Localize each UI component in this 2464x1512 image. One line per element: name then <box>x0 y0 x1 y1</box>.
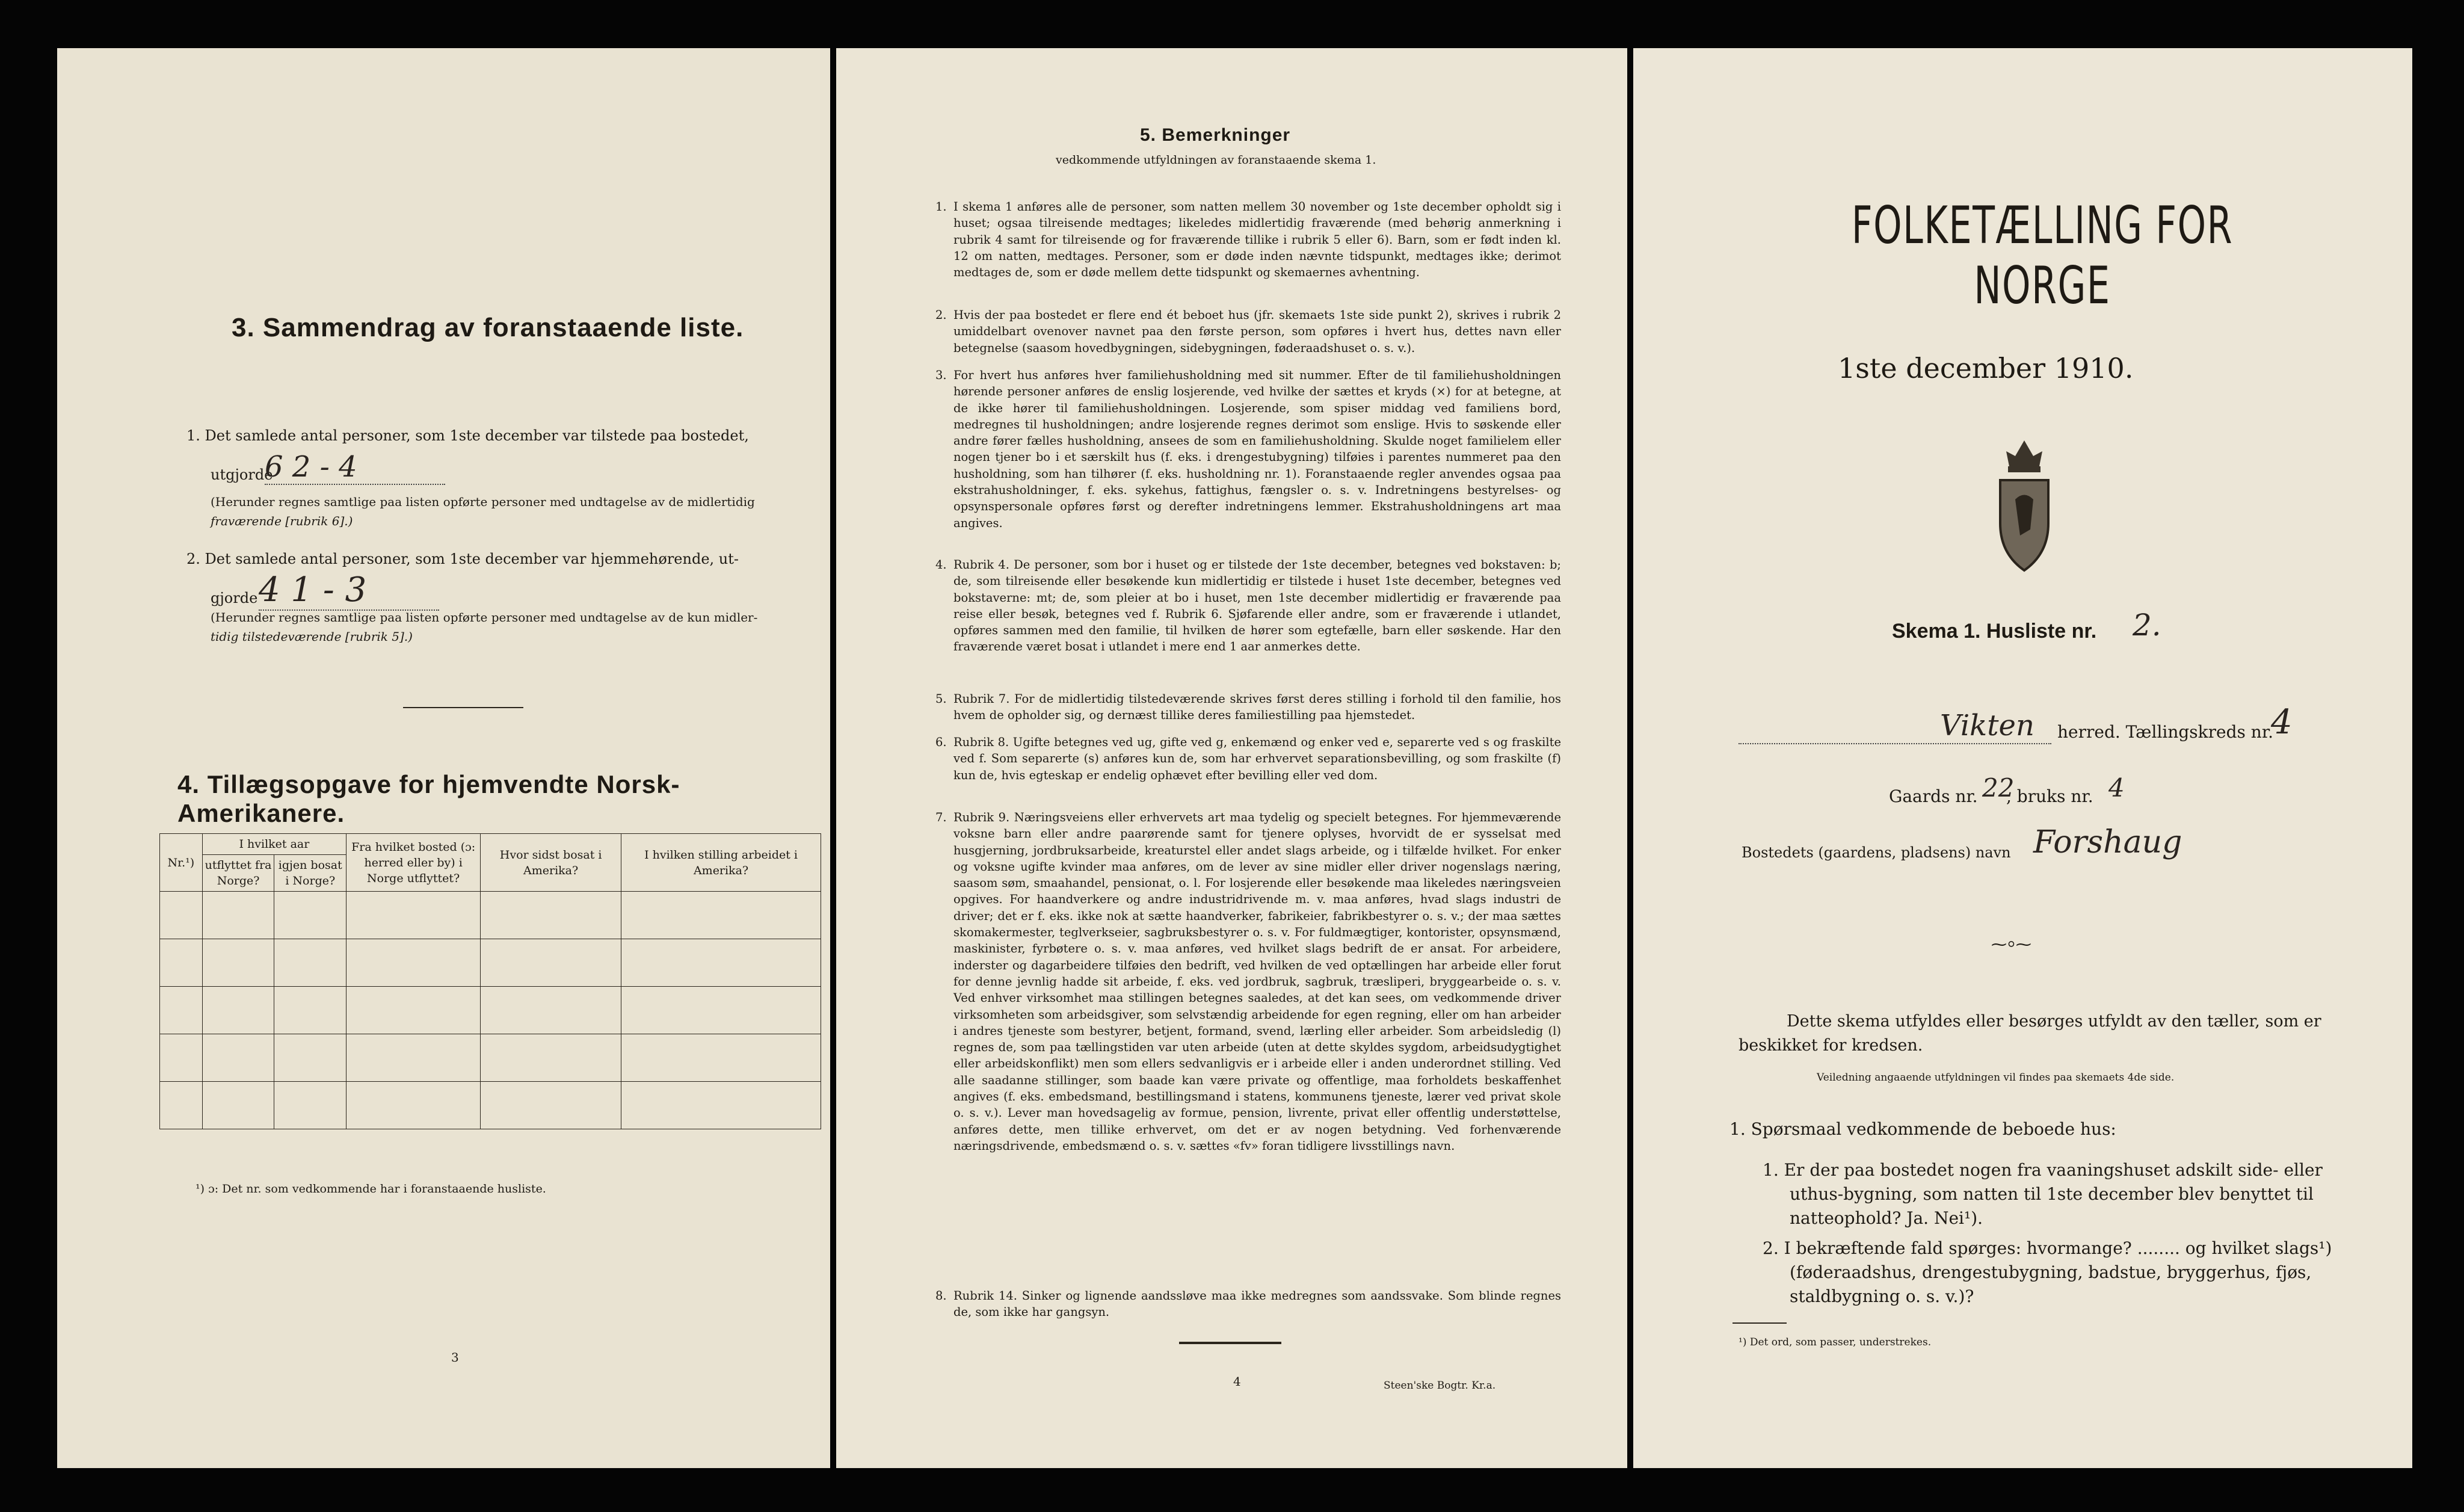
summary-item-1-note-2: fraværende [rubrik 6].) <box>211 514 353 528</box>
summary-item-1: 1. Det samlede antal personer, som 1ste december var tilstede paa bostedet, <box>186 427 749 444</box>
bruks-value: 4 <box>2108 773 2125 803</box>
gaards-value: 22 <box>1982 773 2015 803</box>
divider <box>403 707 523 708</box>
summary-item-1-note: (Herunder regnes samtlige paa listen opførte personer med undtagelse av de midlertidig <box>211 495 755 509</box>
item-text: For hvert hus anføres hver familiehusholdning med sit nummer. Efter de til familiehusholdningen hørende personer anføres de enslig losjerende, ved hvilke der sættes et kryds (×) for at betegne, at de ikke hører til familiehusholdningen. Losjerende, som spiser middag ved familiens bord, medregnes til husholdningen; andre losjerende regnes derimot som enslige. Hvis to søskende eller andre fører fælles husholdning, ansees de som en familiehusholdning. Skulde noget familielem eller nogen tjener bo i et særskilt hus (f. eks. i drengestubygning) tilføies i parentes nummeret paa den husholdning, som han tilhører (f. eks. husholdning nr. 1). Foranstaaende regler anvendes ogsaa paa ekstrahusholdninger, f. eks. sykehus, fattighus, fængsler o. s. v. Indretningens bestyrelses- og opsynspersonale opføres først og derefter indretningens lemmer. Ekstrahusholdningens art maa angives. <box>953 368 1561 530</box>
col-igjen-bosat: igjen bosat i Norge? <box>274 855 346 892</box>
summary-item-2: 2. Det samlede antal personer, som 1ste december var hjemmehørende, ut- <box>186 551 739 567</box>
questions-title: 1. Spørsmaal vedkommende de beboede hus: <box>1729 1119 2116 1139</box>
herred-label: herred. Tællingskreds nr. <box>2057 722 2274 742</box>
bemerkninger-title: 5. Bemerkninger <box>1140 125 1291 145</box>
census-date: 1ste december 1910. <box>1838 352 2134 384</box>
summary-item-2-value: 4 1 - 3 <box>259 570 439 611</box>
page-right <box>1633 48 2412 1468</box>
bemerkning-item <box>935 557 1561 655</box>
table-row <box>160 1082 821 1129</box>
kreds-nr: 4 <box>2271 703 2293 742</box>
bemerkning-item <box>935 199 1561 280</box>
herred-line <box>1739 743 2051 744</box>
item-text: Rubrik 4. De personer, som bor i huset og er tilstede der 1ste december, betegnes ved bokstaven: b; de, som tilreisende eller besøkende kun midlertidig er tilstede i huset 1ste december, betegnes ved bokstaverne: mt; de, som pleier at bo i huset, men 1ste december midlertidig er fraværende paa reise eller besøk, betegnes ved f. Rubrik 6. Sjøfarende eller andre, som er fraværende i utlandet, opføres sammen med den familie, til hvilken de hører som egtefælle, barn eller søskende. Har den fraværende været bosat i utlandet i mere end 1 aar anmerkes dette. <box>953 558 1561 654</box>
item-number: 6. <box>935 735 947 749</box>
item-text: Rubrik 7. For de midlertidig tilstedeværende skrives først deres stilling i forhold til den familie, hos hvem de opholder sig, og dernæst tillike deres familiestilling paa hjemstedet. <box>953 692 1561 723</box>
page-left <box>57 48 830 1468</box>
item-number: 8. <box>935 1289 947 1303</box>
bemerkning-item <box>935 734 1561 783</box>
right-footnote: ¹) Det ord, som passer, understrekes. <box>1739 1336 1932 1348</box>
bemerkning-item <box>935 367 1561 531</box>
bosted-label: Bostedets (gaardens, pladsens) navn <box>1742 844 2011 861</box>
col-group-aar: I hvilket aar <box>202 834 346 855</box>
table-row <box>160 892 821 939</box>
summary-item-2-note-2: tidig tilstedeværende [rubrik 5].) <box>211 629 413 644</box>
item-number: 1. <box>935 200 947 214</box>
herred-value: Vikten <box>1940 709 2034 742</box>
item-text: Rubrik 8. Ugifte betegnes ved ug, gifte ved g, enkemænd og enker ved e, separerte ved s og fraskilte ved f. Som separerte (s) anføres kun de, som har erhvervet separationsbevilling, og som fraskilte (f) kun de, hvis egteskap er endelig ophævet efter bevilling eller ved dom. <box>953 735 1561 782</box>
question-2: 2. I bekræftende fald spørges: hvormange? ........ og hvilket slags¹) (føderaadshus, drengestubygning, badstue, bryggerhus, fjøs, staldbygning o. s. v.)? <box>1763 1238 2332 1306</box>
col-hvor-bosat: Hvor sidst bosat i Amerika? <box>481 834 621 892</box>
section-3-title: 3. Sammendrag av foranstaaende liste. <box>232 313 744 342</box>
intro-text: Dette skema utfyldes eller besørges utfyldt av den tæller, som er beskikket for kredsen. <box>1739 1012 2321 1055</box>
item-number: 5. <box>935 692 947 706</box>
page-middle <box>836 48 1627 1468</box>
item-number: 4. <box>935 558 947 572</box>
printer-mark: Steen'ske Bogtr. Kr.a. <box>1384 1380 1496 1392</box>
main-title: FOLKETÆLLING FOR NORGE <box>1851 196 2234 316</box>
question-1: 1. Er der paa bostedet nogen fra vaaningshuset adskilt side- eller uthus-bygning, som natten til 1ste december blev benyttet til natteophold? Ja. Nei¹). <box>1763 1160 2323 1228</box>
item-number: 2. <box>935 308 947 322</box>
col-nr: Nr.¹) <box>160 834 203 892</box>
col-stilling: I hvilken stilling arbeidet i Amerika? <box>621 834 821 892</box>
item-text: Rubrik 14. Sinker og lignende aandssløve maa ikke medregnes som aandssvake. Som blinde regnes de, som ikke har gangsyn. <box>953 1289 1561 1319</box>
bemerkning-item <box>935 307 1561 356</box>
divider <box>1179 1342 1281 1344</box>
husliste-nr: 2. <box>2133 608 2161 643</box>
bemerkning-item <box>935 691 1561 724</box>
col-utflyttet: utflyttet fra Norge? <box>202 855 274 892</box>
table-footnote: ¹) ɔ: Det nr. som vedkommende har i foranstaaende husliste. <box>196 1182 546 1196</box>
summary-item-1-prefix: utgjorde <box>211 466 273 483</box>
bemerkning-item <box>935 809 1561 1154</box>
item-text: I skema 1 anføres alle de personer, som natten mellem 30 november og 1ste december opholdt sig i huset; ogsaa tilreisende medtages; likeledes midlertidig fraværende (med behørig anmerkning i rubrik 4 samt for tilreisende og for fraværende tillike i rubrik 5 eller 6). Barn, som er født inden kl. 12 om natten, medtages. Personer, som er døde inden nævnte tidspunkt, medtages ikke; derimot medtages de, som er døde mellem dette tidspunkt og skemaernes avhentning. <box>953 200 1561 280</box>
bosted-value: Forshaug <box>2033 824 2182 860</box>
coat-of-arms-icon <box>1991 433 2057 578</box>
summary-item-1-value: 6 2 - 4 <box>265 450 445 485</box>
page-number: 3 <box>451 1350 459 1365</box>
col-fra-bosted: Fra hvilket bosted (ɔ: herred eller by) i Norge utflyttet? <box>346 834 481 892</box>
bruks-label: , bruks nr. <box>2006 786 2093 806</box>
item-text: Rubrik 9. Næringsveiens eller erhvervets art maa tydelig og specielt betegnes. For hjemmeværende voksne barn eller andre paarørende samt for tjenere oplyses, hvorvidt de er sysselsat med husgjerning, jordbruksarbeide, kreaturstel eller andet slags arbeide, og i tilfælde hvilket. For enker og voksne ugifte kvinder maa anføres, om de lever av sine midler eller driver nogenslags næring, saasom søm, smaahandel, pensionat, o. l. For losjerende eller besøkende maa likeledes næringsveien opgives. For haandverkere og andre industridrivende m. v. maa anføres, hvad slags industri de driver; det er f. eks. ikke nok at sætte haandverker, fabrikeier, fabrikbestyrer o. s. v.; der maa sættes skomakermester, teglverkseier, sagbruksbestyrer o. s. v. For fuldmægtiger, kontorister, opsynsmænd, maskinister, fyrbøtere o. s. v. maa anføres, ved hvilket slags bedrift de er ansat. For arbeidere, inderster og dagarbeidere tilføies den bedrift, ved hvilken de ved optællingen har arbeide eller forut for denne jevnlig hadde sit arbeide, f. eks. ved jordbruk, sagbruk, træsliperi, bryggearbeide o. s. v. Ved enhver virksomhet maa stillingen betegnes saaledes, at det kan sees, om vedkommende driver virksomheten som arbeidsgiver, som selvstændig arbeidende for egen regning, eller om han arbeider i andres tjeneste som bestyrer, betjent, formand, svend, lærling eller arbeider. Som arbeidsledig (l) regnes de, som paa tællingstiden var uten arbeide (uten at dette skyldes sygdom, arbeidsudygtighet eller arbeidskonflikt) men som ellers sedvanligvis er i arbeide eller i anden underordnet stilling. Ved alle saadanne stillinger, som baade kan være private og offentlige, maa forholdets beskaffenhet angives (f. eks. embedsmand, bestillingsmand i statens, kommunens tjeneste, lærer ved privat skole o. s. v.). Lever man hovedsagelig av formue, pension, livrente, privat eller offentlig understøttelse, anføres dette, men tillike erhvervet, om det er av nogen betydning. Ved forhenværende næringsdrivende, embedsmænd o. s. v. sættes «fv» foran tidligere livsstillings navn. <box>953 810 1561 1153</box>
bemerkninger-subtitle: vedkommende utfyldningen av foranstaaende skema 1. <box>1056 153 1376 167</box>
page-number: 4 <box>1233 1374 1241 1389</box>
veiledning-text: Veiledning angaaende utfyldningen vil findes paa skemaets 4de side. <box>1817 1072 2175 1084</box>
table-row <box>160 939 821 987</box>
table-row <box>160 1034 821 1082</box>
section-4-title: 4. Tillægsopgave for hjemvendte Norsk-Amerikanere. <box>177 770 680 827</box>
summary-item-2-note: (Herunder regnes samtlige paa listen opførte personer med undtagelse av de kun midler- <box>211 610 758 625</box>
gaards-label: Gaards nr. <box>1889 786 1978 806</box>
bemerkning-item <box>935 1288 1561 1321</box>
item-text: Hvis der paa bostedet er flere end ét beboet hus (jfr. skemaets 1ste side punkt 2), skrives i rubrik 2 umiddelbart ovenover navnet paa den første person, som opføres i hvert hus, dettes navn eller betegnelse (saasom hovedbygningen, sidebygningen, føderaadshuset o. s. v.). <box>953 308 1561 355</box>
table-row <box>160 987 821 1034</box>
ornament-icon: ⁓⸰⁓ <box>1991 936 2031 954</box>
summary-item-2-prefix: gjorde <box>211 590 258 606</box>
divider <box>1732 1322 1787 1324</box>
item-number: 7. <box>935 810 947 824</box>
item-number: 3. <box>935 368 947 382</box>
schema-label: Skema 1. Husliste nr. <box>1892 620 2097 643</box>
norsk-amerikanere-table <box>159 833 821 1129</box>
